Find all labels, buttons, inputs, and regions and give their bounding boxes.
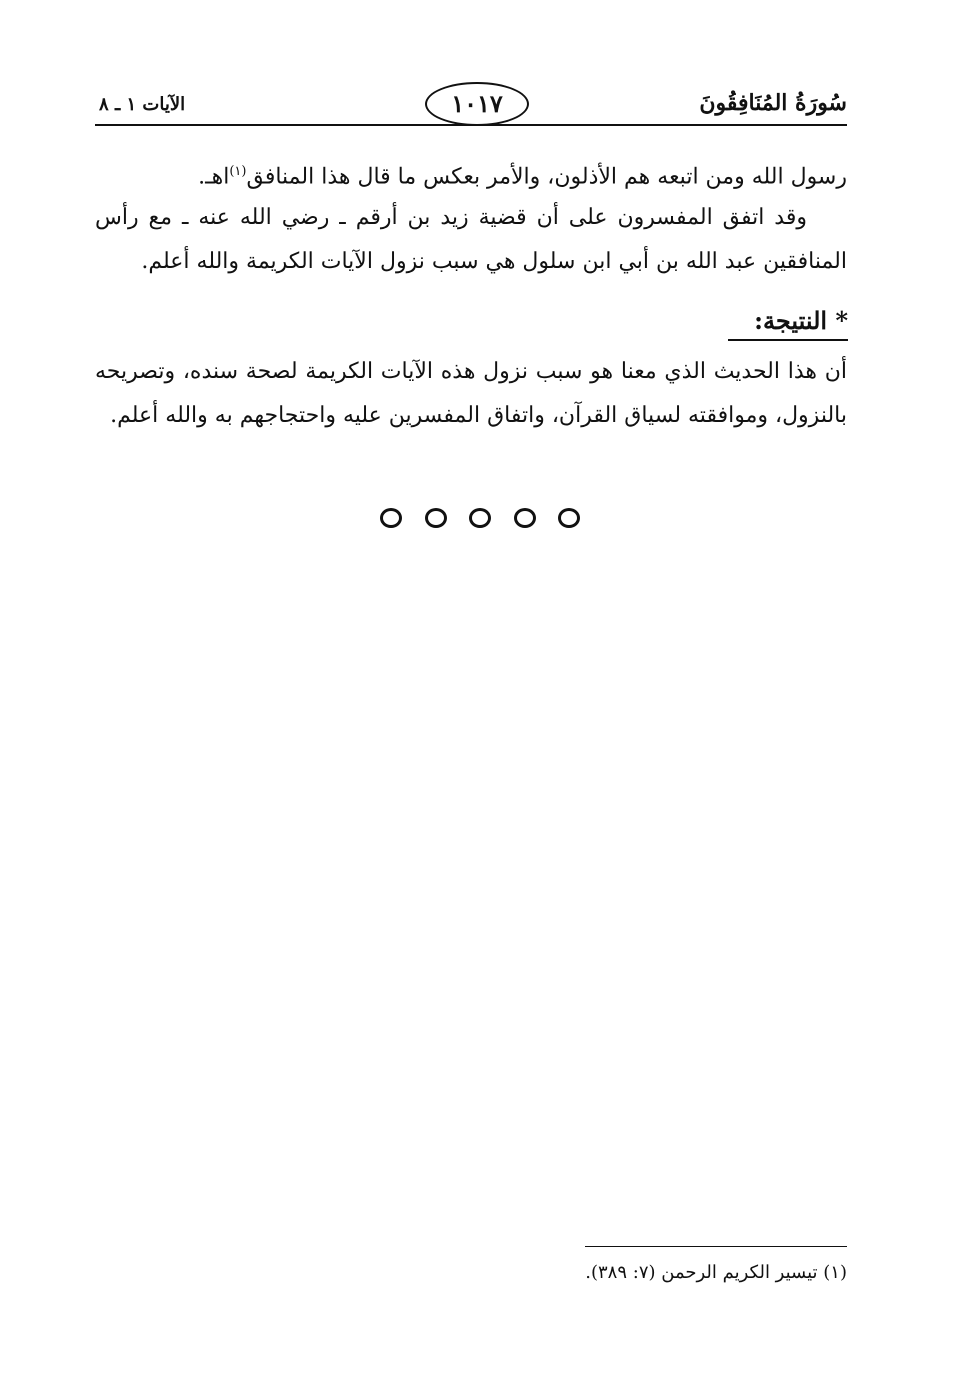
footnote-rule [585, 1246, 847, 1247]
separator-ring-icon [514, 508, 536, 528]
surah-name: سُورَةُ المُنَافِقُونَ [699, 90, 847, 116]
paragraph-1-text: رسول الله ومن اتبعه هم الأذلون، والأمر بعكس ما قال هذا المنافق [246, 164, 847, 190]
ayat-range: الآيات ١ ـ ٨ [99, 94, 186, 115]
separator-ring-icon [425, 508, 447, 528]
section-separator [380, 503, 580, 533]
separator-ring-icon [380, 508, 402, 528]
section-heading-result: * النتيجة: [728, 306, 848, 341]
paragraph-1 [95, 150, 847, 199]
paragraph-3: أن هذا الحديث الذي معنا هو سبب نزول هذه الآيات الكريمة لصحة سنده، وتصريحه بالنزول، وموافقته لسياق القرآن، واتفاق المفسرين عليه واحتجاجهم به والله أعلم. [95, 359, 847, 428]
paragraph-1-end: اهـ. [198, 164, 230, 190]
footnote-reference: (١) [229, 164, 247, 179]
separator-ring-icon [469, 508, 491, 528]
page-number: ١٠١٧ [425, 82, 529, 126]
header-rule [95, 124, 847, 126]
page-header [95, 82, 847, 126]
footnote: (١) تيسير الكريم الرحمن (٧: ٣٨٩). [585, 1262, 847, 1283]
paragraph-2: وقد اتفق المفسرون على أن قضية زيد بن أرقم ـ رضي الله عنه ـ مع رأس المنافقين عبد الله بن أبي ابن سلول هي سبب نزول الآيات الكريمة والله أعلم. [95, 205, 847, 274]
separator-ring-icon [558, 508, 580, 528]
